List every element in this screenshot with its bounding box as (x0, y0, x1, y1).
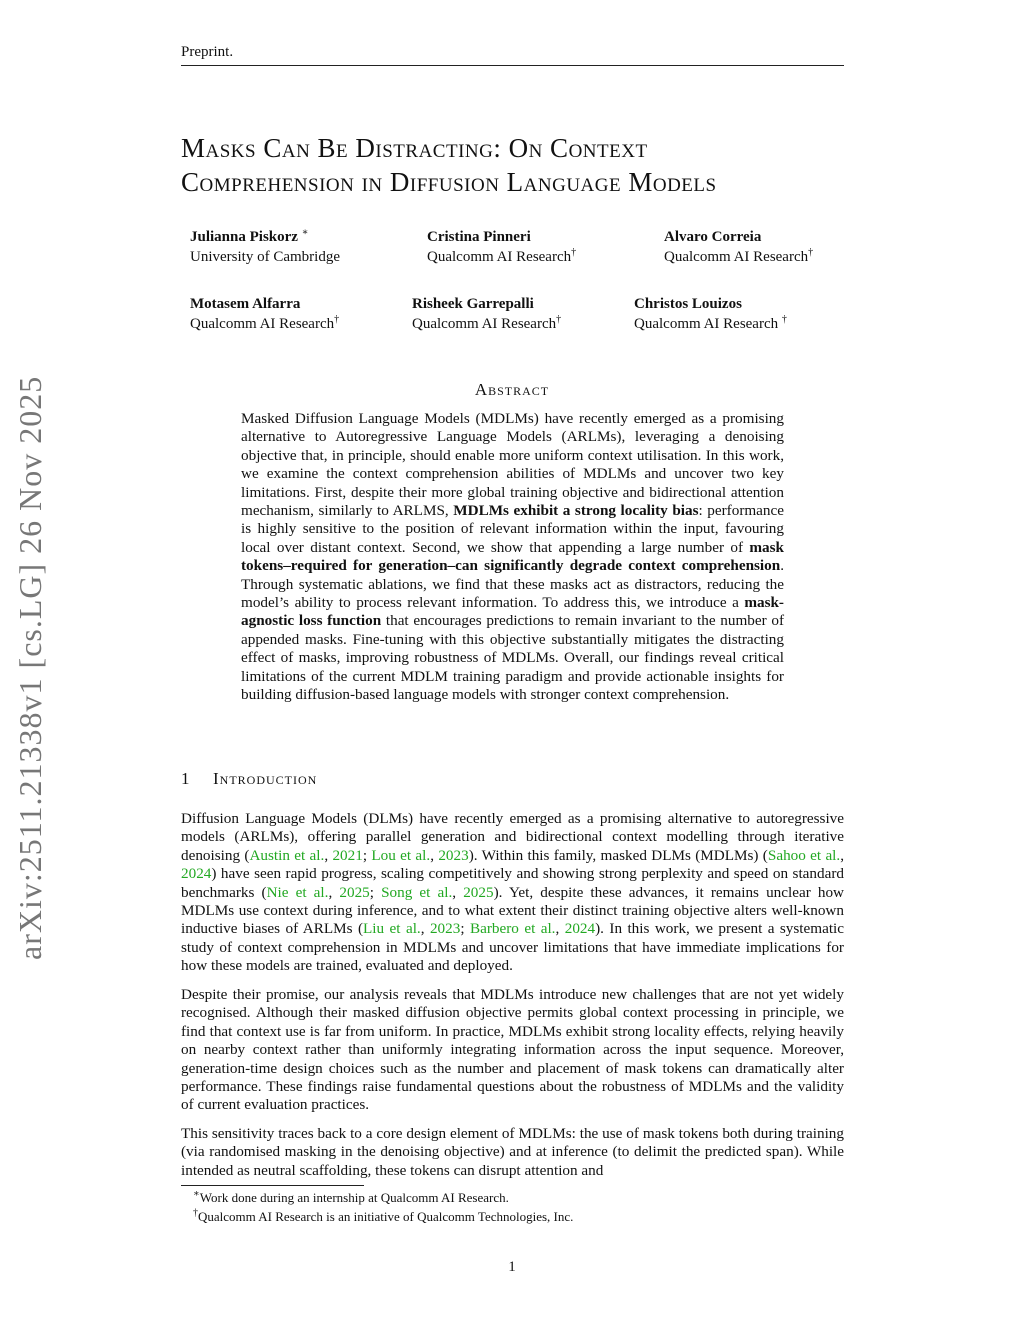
header-rule (181, 65, 844, 66)
citation-link[interactable]: Barbero et al. (469, 920, 556, 938)
footnote (193, 1209, 573, 1225)
paragraph-text: ). Yet, despite these advances, it remains unclear how MDLMs use context during inference, and to what extent their distinct training objective alters well-known inductive biases of ARLMs ( (181, 883, 845, 938)
footnote (193, 1190, 509, 1206)
author-affiliation: Qualcomm AI Research (427, 249, 572, 265)
citation-link[interactable]: 2024 (564, 920, 596, 938)
footnote-text: Qualcomm AI Research is an initiative of Qualcomm Technologies, Inc. (198, 1209, 574, 1224)
paper-title (181, 131, 881, 199)
section-number: 1 (181, 769, 190, 788)
citation-link[interactable]: 2023 (438, 846, 469, 864)
title-line-1: Masks Can Be Distracting: On Context (181, 133, 648, 163)
title-line-2: Comprehension in Diffusion Language Models (181, 167, 717, 197)
paragraph-text: , (840, 846, 844, 864)
author-affiliation: Qualcomm AI Research (190, 316, 335, 332)
affiliation-mark: † (556, 314, 562, 325)
author-block (190, 294, 339, 334)
paragraph-text: ; (369, 883, 382, 901)
author-name: Cristina Pinneri (427, 229, 531, 245)
author-affiliation: Qualcomm AI Research (412, 316, 557, 332)
paragraph-text: ). In this work, we present a systematic study of context comprehension in MDLMs and uncover limitations that have immediate implications for how these models are trained, evaluated and deployed. (181, 920, 845, 975)
author-block (427, 227, 576, 267)
abstract-text: that encourages predictions to remain invariant to the number of appended masks. Fine-tuning with this objective substantially mitigates the distracting effect of masks, improving robustness of MDLMs. Overall, our findings reveal critical limitations of the current MDLM training paradigm and provide actionable insights for building diffusion-based language models with stronger context comprehension. (241, 612, 784, 704)
paragraph-text: , (324, 846, 333, 864)
author-affiliation: University of Cambridge (190, 249, 340, 265)
author-name: Julianna Piskorz (190, 229, 298, 245)
arxiv-identifier: arXiv:2511.21338v1 [cs.LG] 26 Nov 2025 (12, 375, 48, 960)
citation-link[interactable]: Sahoo et al. (767, 846, 841, 864)
citation-link[interactable]: 2023 (429, 920, 461, 938)
intro-paragraph-3: This sensitivity traces back to a core design element of MDLMs: the use of mask tokens both during training (via randomised masking in the denoising objective) and at inference (to delimit the predicted span). While intended as neutral scaffolding, these tokens can disrupt attention and (181, 1125, 844, 1179)
author-block (190, 227, 340, 267)
author-block (634, 294, 787, 334)
abstract-emphasis: mask tokens–required for generation–can significantly degrade context comprehension (241, 538, 784, 575)
paragraph-text: ) have seen rapid progress, scaling competitively and showing strong perplexity and speed on standard benchmarks ( (181, 865, 844, 901)
author-name: Christos Louizos (634, 296, 742, 312)
author-block (664, 227, 813, 267)
abstract-text: : performance is highly sensitive to the position of relevant information within the input, favouring local over distant context. Second, we show that appending a large number of (241, 502, 785, 556)
paragraph-text: ; (362, 846, 372, 864)
abstract-emphasis: MDLMs exhibit a strong locality bias (453, 502, 699, 520)
abstract-text: Masked Diffusion Language Models (MDLMs) have recently emerged as a promising alternative to Autoregressive Language Models (ARLMs), leveraging a denoising objective that, in principle, should enable more uniform context utilisation. In this work, we examine the context comprehension abilities of MDLMs and uncover two key limitations. First, despite their more global training objective and bidirectional attention mechanism, similarly to ARLMS, (241, 410, 784, 520)
author-mark: ∗ (301, 227, 309, 238)
footnote-rule (181, 1185, 364, 1186)
paragraph-text: , (555, 920, 565, 938)
author-name: Alvaro Correia (664, 229, 762, 245)
citation-link[interactable]: 2025 (463, 883, 494, 901)
intro-paragraph-1 (181, 810, 844, 976)
author-block (412, 294, 561, 334)
author-name: Motasem Alfarra (190, 296, 301, 312)
author-affiliation: Qualcomm AI Research (634, 316, 782, 332)
citation-link[interactable]: Liu et al. (363, 920, 421, 938)
author-affiliation: Qualcomm AI Research (664, 249, 809, 265)
abstract-body (241, 410, 784, 705)
paragraph-text: ; (460, 920, 470, 938)
footnote-mark: † (193, 1207, 198, 1219)
intro-paragraph-2: Despite their promise, our analysis reveals that MDLMs introduce new challenges that are not yet widely recognised. Although their masked diffusion objective permits global context processing in principle, we find that context use is far from uniform. In practice, MDLMs exhibit strong locality effects, relying heavily on nearby context rather than uniformly integrating information across the input sequence. Moreover, generation-time design choices such as the number and placement of mask tokens can dramatically alter performance. These findings raise fundamental questions about the robustness of MDLMs and the validity of current evaluation practices. (181, 986, 844, 1114)
abstract-heading: Abstract (474, 380, 550, 399)
affiliation-mark: † (571, 247, 577, 258)
citation-link[interactable]: Lou et al. (371, 846, 431, 864)
citation-link[interactable]: 2024 (181, 865, 212, 883)
affiliation-mark: † (781, 314, 787, 325)
paragraph-text: Diffusion Language Models (DLMs) have recently emerged as a promising alternative to autoregressive models (ARLMs), offering parallel generation and bidirectional context modelling through iterative denoising ( (181, 810, 844, 864)
abstract-emphasis: mask-agnostic loss function (241, 594, 784, 630)
footnote-text: Work done during an internship at Qualcomm AI Research. (199, 1190, 509, 1205)
paragraph-text: , (328, 883, 340, 901)
section-title: Introduction (213, 769, 318, 788)
affiliation-mark: † (808, 247, 814, 258)
citation-link[interactable]: 2021 (332, 846, 363, 864)
paragraph-text: , (452, 883, 464, 901)
page-number: 1 (508, 1259, 516, 1275)
paragraph-text: ). Within this family, masked DLMs (MDLMs) ( (468, 846, 768, 864)
citation-link[interactable]: Austin et al. (249, 846, 325, 864)
abstract-text: . Through systematic ablations, we find that these masks act as distractors, reducing the model’s ability to process relevant information. To address this, we introduce a (241, 557, 784, 612)
citation-link[interactable]: Nie et al. (266, 883, 329, 901)
affiliation-mark: † (334, 314, 340, 325)
paragraph-text: , (420, 920, 430, 938)
author-name: Risheek Garrepalli (412, 296, 534, 312)
citation-link[interactable]: 2025 (339, 883, 370, 901)
paragraph-text: , (430, 846, 439, 864)
citation-link[interactable]: Song et al. (381, 883, 453, 901)
running-header: Preprint. (181, 44, 234, 60)
section-heading (181, 769, 317, 789)
footnote-mark: ∗ (193, 1188, 200, 1200)
